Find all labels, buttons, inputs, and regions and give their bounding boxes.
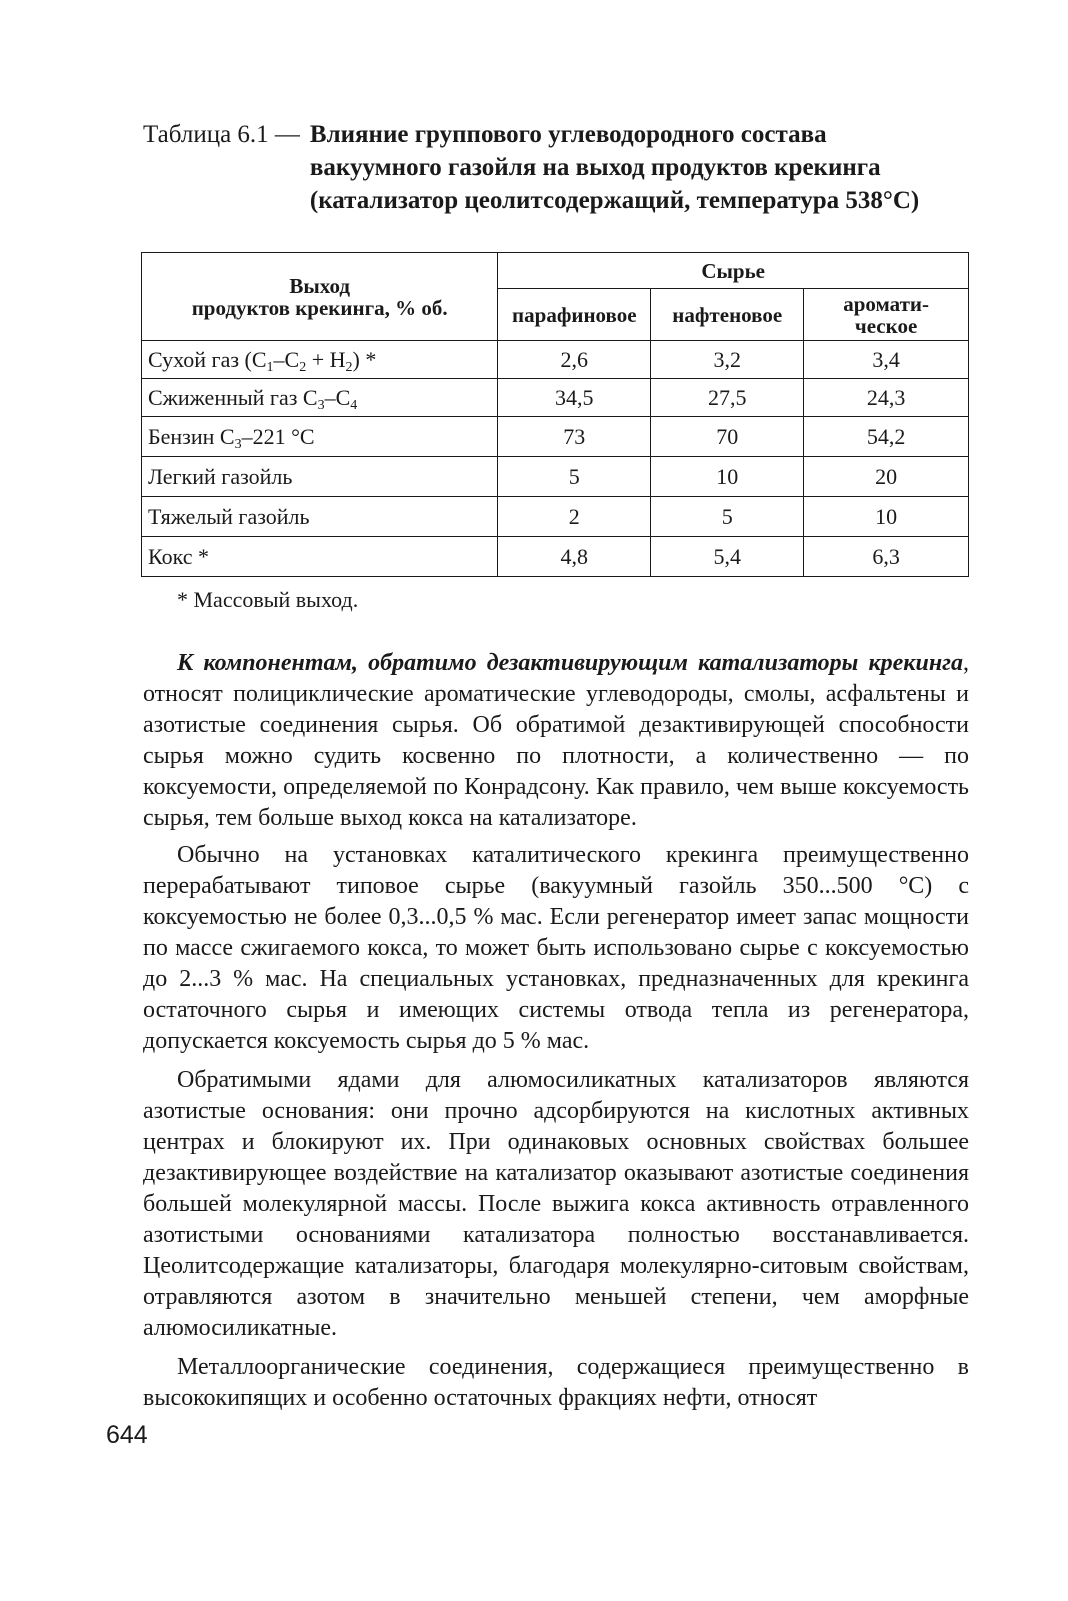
paragraph: Металлоорганические соединения, содержащиеся преимущественно в высококипящих и особенно остаточных фракциях нефти, относят (143, 1354, 969, 1411)
column-header-line: ческое (854, 313, 918, 338)
value-cell: 70 (651, 417, 804, 457)
value-cell: 54,2 (804, 417, 969, 457)
table-header-row (142, 253, 969, 289)
value-cell: 2,6 (498, 341, 651, 379)
row-header-cell (142, 253, 498, 341)
row-label-cell: Сжиженный газ $C_3-C_4$ (142, 379, 498, 417)
column-header: нафтеновое (651, 289, 804, 341)
table-caption (143, 118, 973, 217)
body-text (143, 648, 969, 1422)
paragraph-text: , относят полициклические ароматические углеводороды, смолы, асфальтены и азотистые соединения сырья. Об обратимой дезактивирующей способности сырья можно судить косвенно по плотности, а количественно — по коксуемости, определяемой по Конрадсону. Как правило, чем выше коксуемость сырья, тем больше выход кокса на катализаторе. (143, 650, 969, 831)
value-cell: 20 (804, 457, 969, 497)
column-header: парафиновое (498, 289, 651, 341)
value-cell: 3,4 (804, 341, 969, 379)
row-label-cell: Легкий газойль (142, 457, 498, 497)
value-cell: 24,3 (804, 379, 969, 417)
value-cell: 2 (498, 497, 651, 537)
column-header-line: аромати- (843, 291, 929, 316)
caption-title-line: вакуумного газойля на выход продуктов крекинга (309, 154, 881, 181)
yield-table (141, 252, 969, 577)
table-footnote: * Массовый выход. (177, 587, 359, 612)
row-label-cell: Тяжелый газойль (142, 497, 498, 537)
caption-title-line: (катализатор цеолитсодержащий, температура 538°C) (309, 187, 920, 214)
table-row (142, 457, 969, 497)
row-header-line: продуктов крекинга, % об. (191, 295, 448, 320)
column-header (804, 289, 969, 341)
value-cell: 27,5 (651, 379, 804, 417)
table-row (142, 379, 969, 417)
row-header-line: Выход (289, 273, 350, 298)
value-cell: 34,5 (498, 379, 651, 417)
caption-title (310, 118, 973, 217)
group-header-cell: Сырье (498, 253, 969, 289)
row-label-cell: Бензин $C_3-221$ °C (142, 417, 498, 457)
value-cell: 6,3 (804, 537, 969, 577)
paragraph: Обычно на установках каталитического крекинга преимущественно перерабатывают типовое сырье (вакуумный газойль 350...500 °C) с коксуемостью не более 0,3...0,5 % мас. Если регенератор имеет запас мощности по массе сжигаемого кокса, то может быть использовано сырье с коксуемостью до 2...3 % мас. На специальных установках, предназначенных для крекинга остаточного сырья и имеющих системы отвода тепла из регенератора, допускается коксуемость сырья до 5 % мас. (143, 842, 969, 1054)
page-number: 644 (106, 1421, 148, 1449)
table-row (142, 341, 969, 379)
caption-title-line: Влияние группового углеводородного состава (309, 121, 827, 148)
caption-label: Таблица 6.1 — (143, 121, 300, 148)
row-label-cell: Кокс * (142, 537, 498, 577)
value-cell: 10 (651, 457, 804, 497)
paragraph (143, 648, 969, 834)
value-cell: 5 (651, 497, 804, 537)
value-cell: 5,4 (651, 537, 804, 577)
row-label-cell: Сухой газ $(C_1-C_2 + H_2)$ * (142, 341, 498, 379)
value-cell: 4,8 (498, 537, 651, 577)
table-row (142, 417, 969, 457)
value-cell: 5 (498, 457, 651, 497)
emphasis-term: К компонентам, обратимо дезактивирующим катализаторы крекинга (177, 650, 963, 676)
table-row (142, 537, 969, 577)
table-row (142, 497, 969, 537)
paragraph: Обратимыми ядами для алюмосиликатных катализаторов являются азотистые основания: они прочно адсорбируются на кислотных активных центрах и блокируют их. При одинаковых основных свойствах большее дезактивирующее воздействие на катализатор оказывают азотистые соединения большей молекулярной массы. После выжига кокса активность отравленного азотистыми основаниями катализатора полностью восстанавливается. Цеолитсодержащие катализаторы, благодаря молекулярно-ситовым свойствам, отравляются азотом в значительно меньшей степени, чем аморфные алюмосиликатные. (143, 1067, 969, 1341)
value-cell: 3,2 (651, 341, 804, 379)
table-body (142, 341, 969, 577)
value-cell: 73 (498, 417, 651, 457)
value-cell: 10 (804, 497, 969, 537)
